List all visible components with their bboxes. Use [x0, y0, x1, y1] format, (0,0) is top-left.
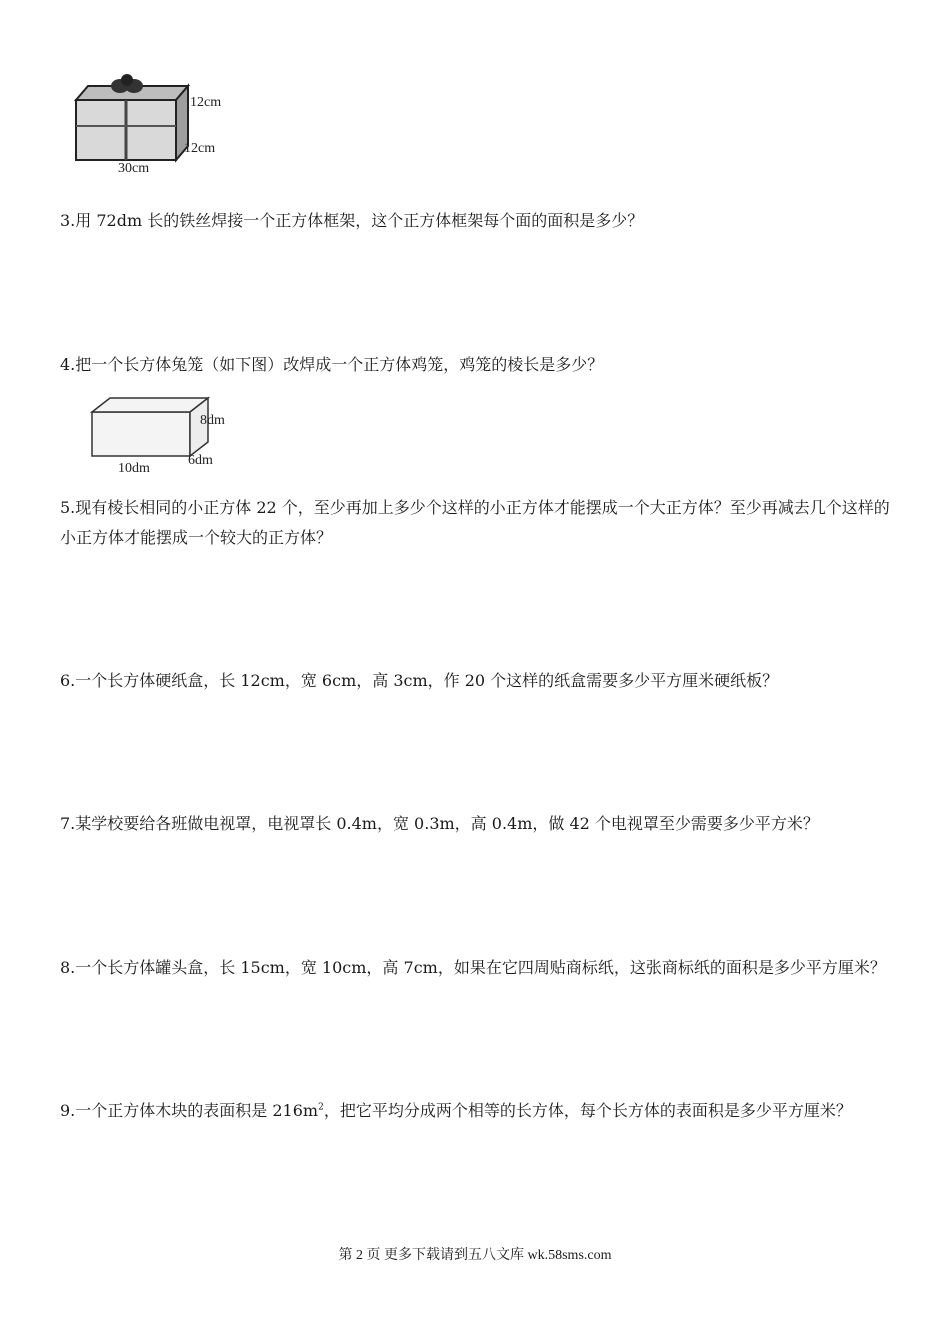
question-9-text-before: 一个正方体木块的表面积是 216m	[75, 1101, 319, 1120]
question-8-number: 8.	[60, 958, 76, 977]
gift-box-figure	[68, 68, 248, 176]
question-4	[60, 350, 900, 380]
question-8-text: 一个长方体罐头盒，长 15cm，宽 10cm，高 7cm，如果在它四周贴商标纸，这张商标纸的面积是多少平方厘米？	[75, 958, 886, 977]
question-7-number: 7.	[60, 814, 76, 833]
question-4-text: 把一个长方体兔笼（如下图）改焊成一个正方体鸡笼，鸡笼的棱长是多少？	[75, 355, 604, 374]
question-8	[60, 953, 900, 983]
question-7	[60, 809, 900, 839]
superscript-squared: 2	[318, 1102, 324, 1113]
question-5-text: 现有棱长相同的小正方体 22 个，至少再加上多少个这样的小正方体才能摆成一个大正方体？至少再减去几个这样的小正方体才能摆成一个较大的正方体？	[60, 498, 890, 547]
question-9	[60, 1096, 900, 1126]
question-3-number: 3.	[60, 211, 76, 230]
question-6	[60, 666, 900, 696]
box-length-label: 30cm	[118, 161, 150, 176]
box-height-label: 12cm	[190, 95, 222, 110]
question-6-text: 一个长方体硬纸盒，长 12cm，宽 6cm，高 3cm，作 20 个这样的纸盒需要多少平方厘米硬纸板？	[75, 671, 779, 690]
cage-length-label: 10dm	[118, 461, 150, 476]
question-3-text: 用 72dm 长的铁丝焊接一个正方体框架，这个正方体框架每个面的面积是多少？	[75, 211, 644, 230]
page-footer: 第 2 页 更多下载请到五八文库 wk.58sms.com	[338, 1248, 612, 1263]
box-width-label: 12cm	[184, 141, 216, 156]
cage-cuboid-figure	[80, 392, 250, 480]
question-9-text-after: ，把它平均分成两个相等的长方体，每个长方体的表面积是多少平方厘米？	[323, 1101, 852, 1120]
question-7-text: 某学校要给各班做电视罩，电视罩长 0.4m，宽 0.3m，高 0.4m，做 42 个电视罩至少需要多少平方米？	[75, 814, 819, 833]
question-6-number: 6.	[60, 671, 76, 690]
cage-width-label: 6dm	[188, 453, 213, 468]
question-5-number: 5.	[60, 498, 76, 517]
question-4-number: 4.	[60, 355, 76, 374]
question-5	[60, 493, 900, 553]
question-9-number: 9.	[60, 1101, 76, 1120]
cage-height-label: 8dm	[200, 413, 225, 428]
question-3	[60, 206, 900, 236]
